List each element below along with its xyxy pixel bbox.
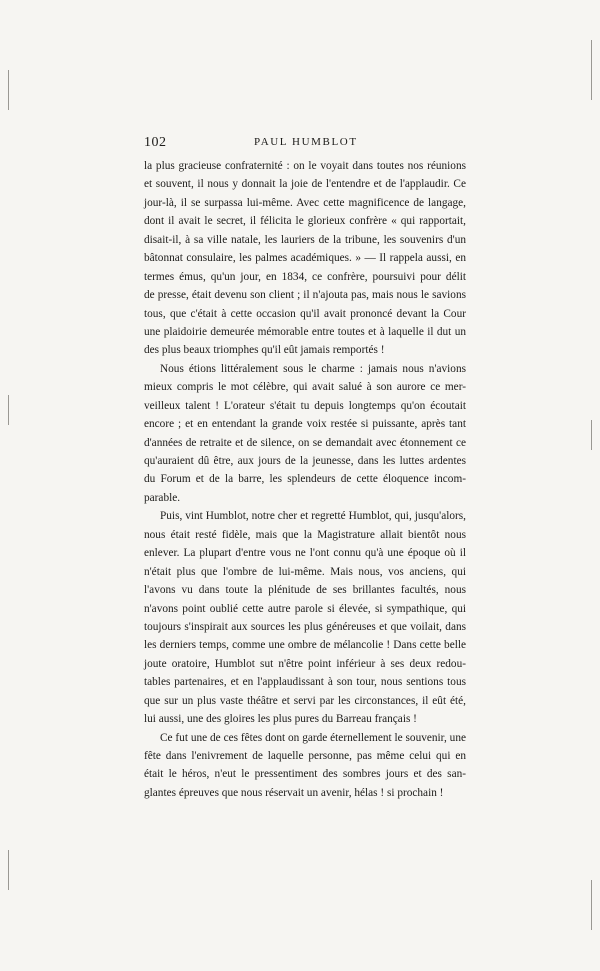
text-line: des plus beaux triomphes qu'il eût jamais remportés !: [144, 344, 385, 357]
text-line: veilleux talent ! L'orateur s'était tu depuis longtemps qu'on écoutait: [144, 399, 466, 412]
text-line: de presse, était devenu son client ; il n'ajouta pas, mais nous le savions: [144, 289, 466, 302]
text-line: termes émus, qu'un jour, en 1834, ce confrère, poursuivi pour délit: [144, 270, 466, 283]
text-line: les derniers temps, comme une ombre de mélancolie ! Dans cette belle: [144, 639, 466, 652]
page-header: [144, 135, 464, 155]
left-edge-mark: [8, 850, 9, 890]
left-edge-mark: [8, 70, 9, 110]
text-line: Puis, vint Humblot, notre cher et regretté Humblot, qui, jusqu'alors,: [160, 510, 466, 523]
paragraph: [144, 729, 466, 803]
text-line: disait-il, à sa ville natale, les lauriers de la tribune, les souvenirs d'un: [144, 233, 466, 246]
text-line: joute oratoire, Humblot sut n'être point inférieur à ses deux redou-: [144, 657, 466, 670]
text-line: du Forum et de la barre, les splendeurs de cette éloquence incom-: [144, 473, 466, 486]
paragraph: [144, 360, 466, 508]
text-line: fête dans l'enivrement de laquelle personne, pas même celui qui en: [144, 750, 466, 762]
right-edge-mark: [591, 40, 592, 100]
text-line: toujours s'inspirait aux sources les plus généreuses et que voilait, dans: [144, 620, 466, 633]
text-line: Nous étions littéralement sous le charme : jamais nous n'avions: [160, 362, 466, 375]
text-line: nous était resté fidèle, mais que la Magistrature allait bientôt nous: [144, 528, 466, 541]
text-line: Ce fut une de ces fêtes dont on garde éternellement le souvenir, une: [160, 731, 466, 744]
text-line: tables partenaires, et en l'applaudissant à son tour, nous sentions tous: [144, 676, 466, 689]
text-line: d'années de retraite et de silence, on se demandait avec étonnement ce: [144, 436, 466, 449]
text-line: la plus gracieuse confraternité : on le voyait dans toutes nos réunions: [144, 160, 466, 172]
text-line: n'avons point oublié cette autre parole si élevée, si sympathique, qui: [144, 602, 466, 615]
text-line: parable.: [144, 491, 181, 504]
text-line: qu'auraient dû être, aux jours de la jeunesse, dans les luttes ardentes: [144, 455, 466, 467]
text-line: glantes épreuves que nous réservait un avenir, hélas ! si prochain !: [144, 786, 444, 799]
text-line: dont il avait le secret, il félicita le glorieux confrère « qui rapportait,: [144, 215, 466, 228]
text-line: que sur un plus vaste théâtre et servi par les circonstances, il eût été,: [144, 694, 466, 707]
right-edge-mark: [591, 420, 592, 450]
text-line: bâtonnat consulaire, les palmes académiques. » — Il rappela aussi, en: [144, 252, 466, 265]
text-line: l'avons vu dans toute la plénitude de ses brillantes facultés, nous: [144, 584, 466, 597]
right-edge-mark: [591, 880, 592, 930]
text-line: n'était plus que l'ombre de lui-même. Mais nous, vos anciens, qui: [144, 565, 466, 578]
text-line: tous, que c'était à cette occasion qu'il avait prononcé devant la Cour: [144, 307, 466, 320]
running-head: PAUL HUMBLOT: [254, 136, 358, 148]
page-number: 102: [144, 135, 167, 150]
body-text: [144, 157, 466, 802]
text-line: était le héros, n'eut le pressentiment des sombres jours et des san-: [144, 768, 466, 781]
text-line: et souvent, il nous y donnait la joie de l'entendre et de l'applaudir. Ce: [144, 178, 466, 191]
paragraph: [144, 157, 466, 360]
text-line: encore ; et en entendant la grande voix restée si puissante, après tant: [144, 418, 466, 431]
text-line: une plaidoirie demeurée mémorable entre toutes et à laquelle il dut un: [144, 325, 466, 338]
paragraph: [144, 507, 466, 728]
text-line: jour-là, il se surpassa lui-même. Avec cette magnificence de langage,: [144, 196, 466, 209]
text-line: lui aussi, une des gloires les plus pures du Barreau français !: [144, 713, 417, 726]
text-line: mieux compris le mot célèbre, qui avait salué à son aurore ce mer-: [144, 381, 466, 394]
left-edge-mark: [8, 395, 9, 425]
text-line: enlever. La plupart d'entre vous ne l'ont connu qu'à une époque où il: [144, 547, 466, 560]
